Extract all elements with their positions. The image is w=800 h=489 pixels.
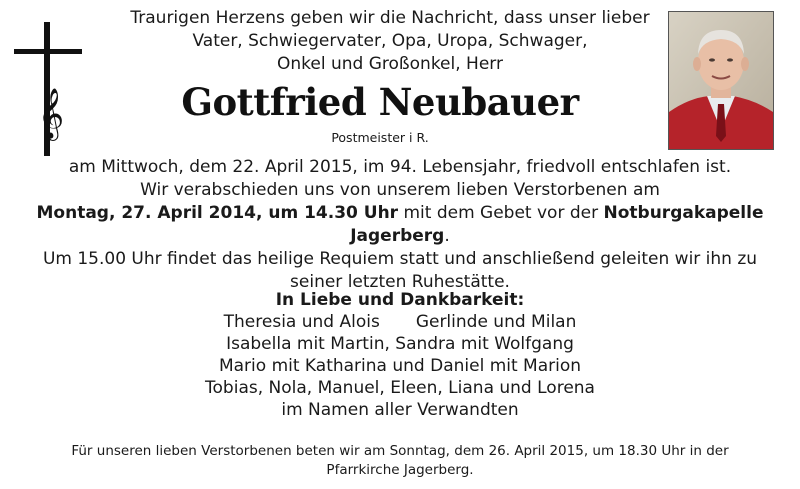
- svg-text:𝄞: 𝄞: [38, 88, 65, 139]
- body-line-service: [0, 202, 800, 248]
- deceased-title: Postmeister i R.: [331, 130, 429, 145]
- service-date: Montag, 27. April 2014, um 14.30 Uhr: [36, 203, 399, 223]
- announcement-body: [0, 156, 800, 294]
- prayer-notice: [30, 442, 770, 480]
- treble-clef-icon: [38, 88, 64, 141]
- intro-text: [100, 7, 680, 76]
- intro-line: Onkel und Großonkel, Herr: [277, 54, 503, 74]
- body-line: am Mittwoch, dem 22. April 2015, im 94. Lebensjahr, friedvoll entschlafen ist.: [68, 157, 732, 177]
- footer-line: Für unseren lieben Verstorbenen beten wir am Sonntag, dem 26. April 2015, um 18.30 Uhr in der: [71, 443, 729, 459]
- mourner-names: Tobias, Nola, Manuel, Eleen, Liana und Lorena: [205, 378, 595, 398]
- mourner-names: Mario mit Katharina und Daniel mit Marion: [218, 356, 582, 376]
- mourner-names: Isabella mit Martin, Sandra mit Wolfgang: [226, 334, 574, 354]
- cross-icon: [12, 22, 84, 156]
- service-place: Notburgakapelle Jagerberg: [350, 203, 764, 246]
- body-line: Um 15.00 Uhr findet das heilige Requiem statt und anschließend geleiten wir ihn zu: [42, 249, 758, 269]
- intro-line: Traurigen Herzens geben wir die Nachricht, dass unser lieber: [130, 8, 650, 28]
- body-text: .: [444, 226, 450, 246]
- portrait-photo: [668, 11, 774, 150]
- footer-line: Pfarrkirche Jagerberg.: [326, 462, 474, 478]
- mourners-list: [0, 289, 800, 421]
- intro-line: Vater, Schwiegervater, Opa, Uropa, Schwager,: [192, 31, 588, 51]
- mourner-names: Theresia und Alois: [223, 312, 380, 332]
- mourner-names: Gerlinde und Milan: [415, 312, 577, 332]
- mourner-names: im Namen aller Verwandten: [281, 400, 519, 420]
- body-text: mit dem Gebet vor der: [398, 203, 604, 223]
- body-line: seiner letzten Ruhestätte.: [290, 272, 510, 292]
- deceased-name: Gottfried Neubauer: [181, 80, 579, 124]
- body-line: Wir verabschieden uns von unserem lieben Verstorbenen am: [140, 180, 660, 200]
- closing-heading: In Liebe und Dankbarkeit:: [275, 290, 525, 310]
- mourners-row: [0, 311, 800, 333]
